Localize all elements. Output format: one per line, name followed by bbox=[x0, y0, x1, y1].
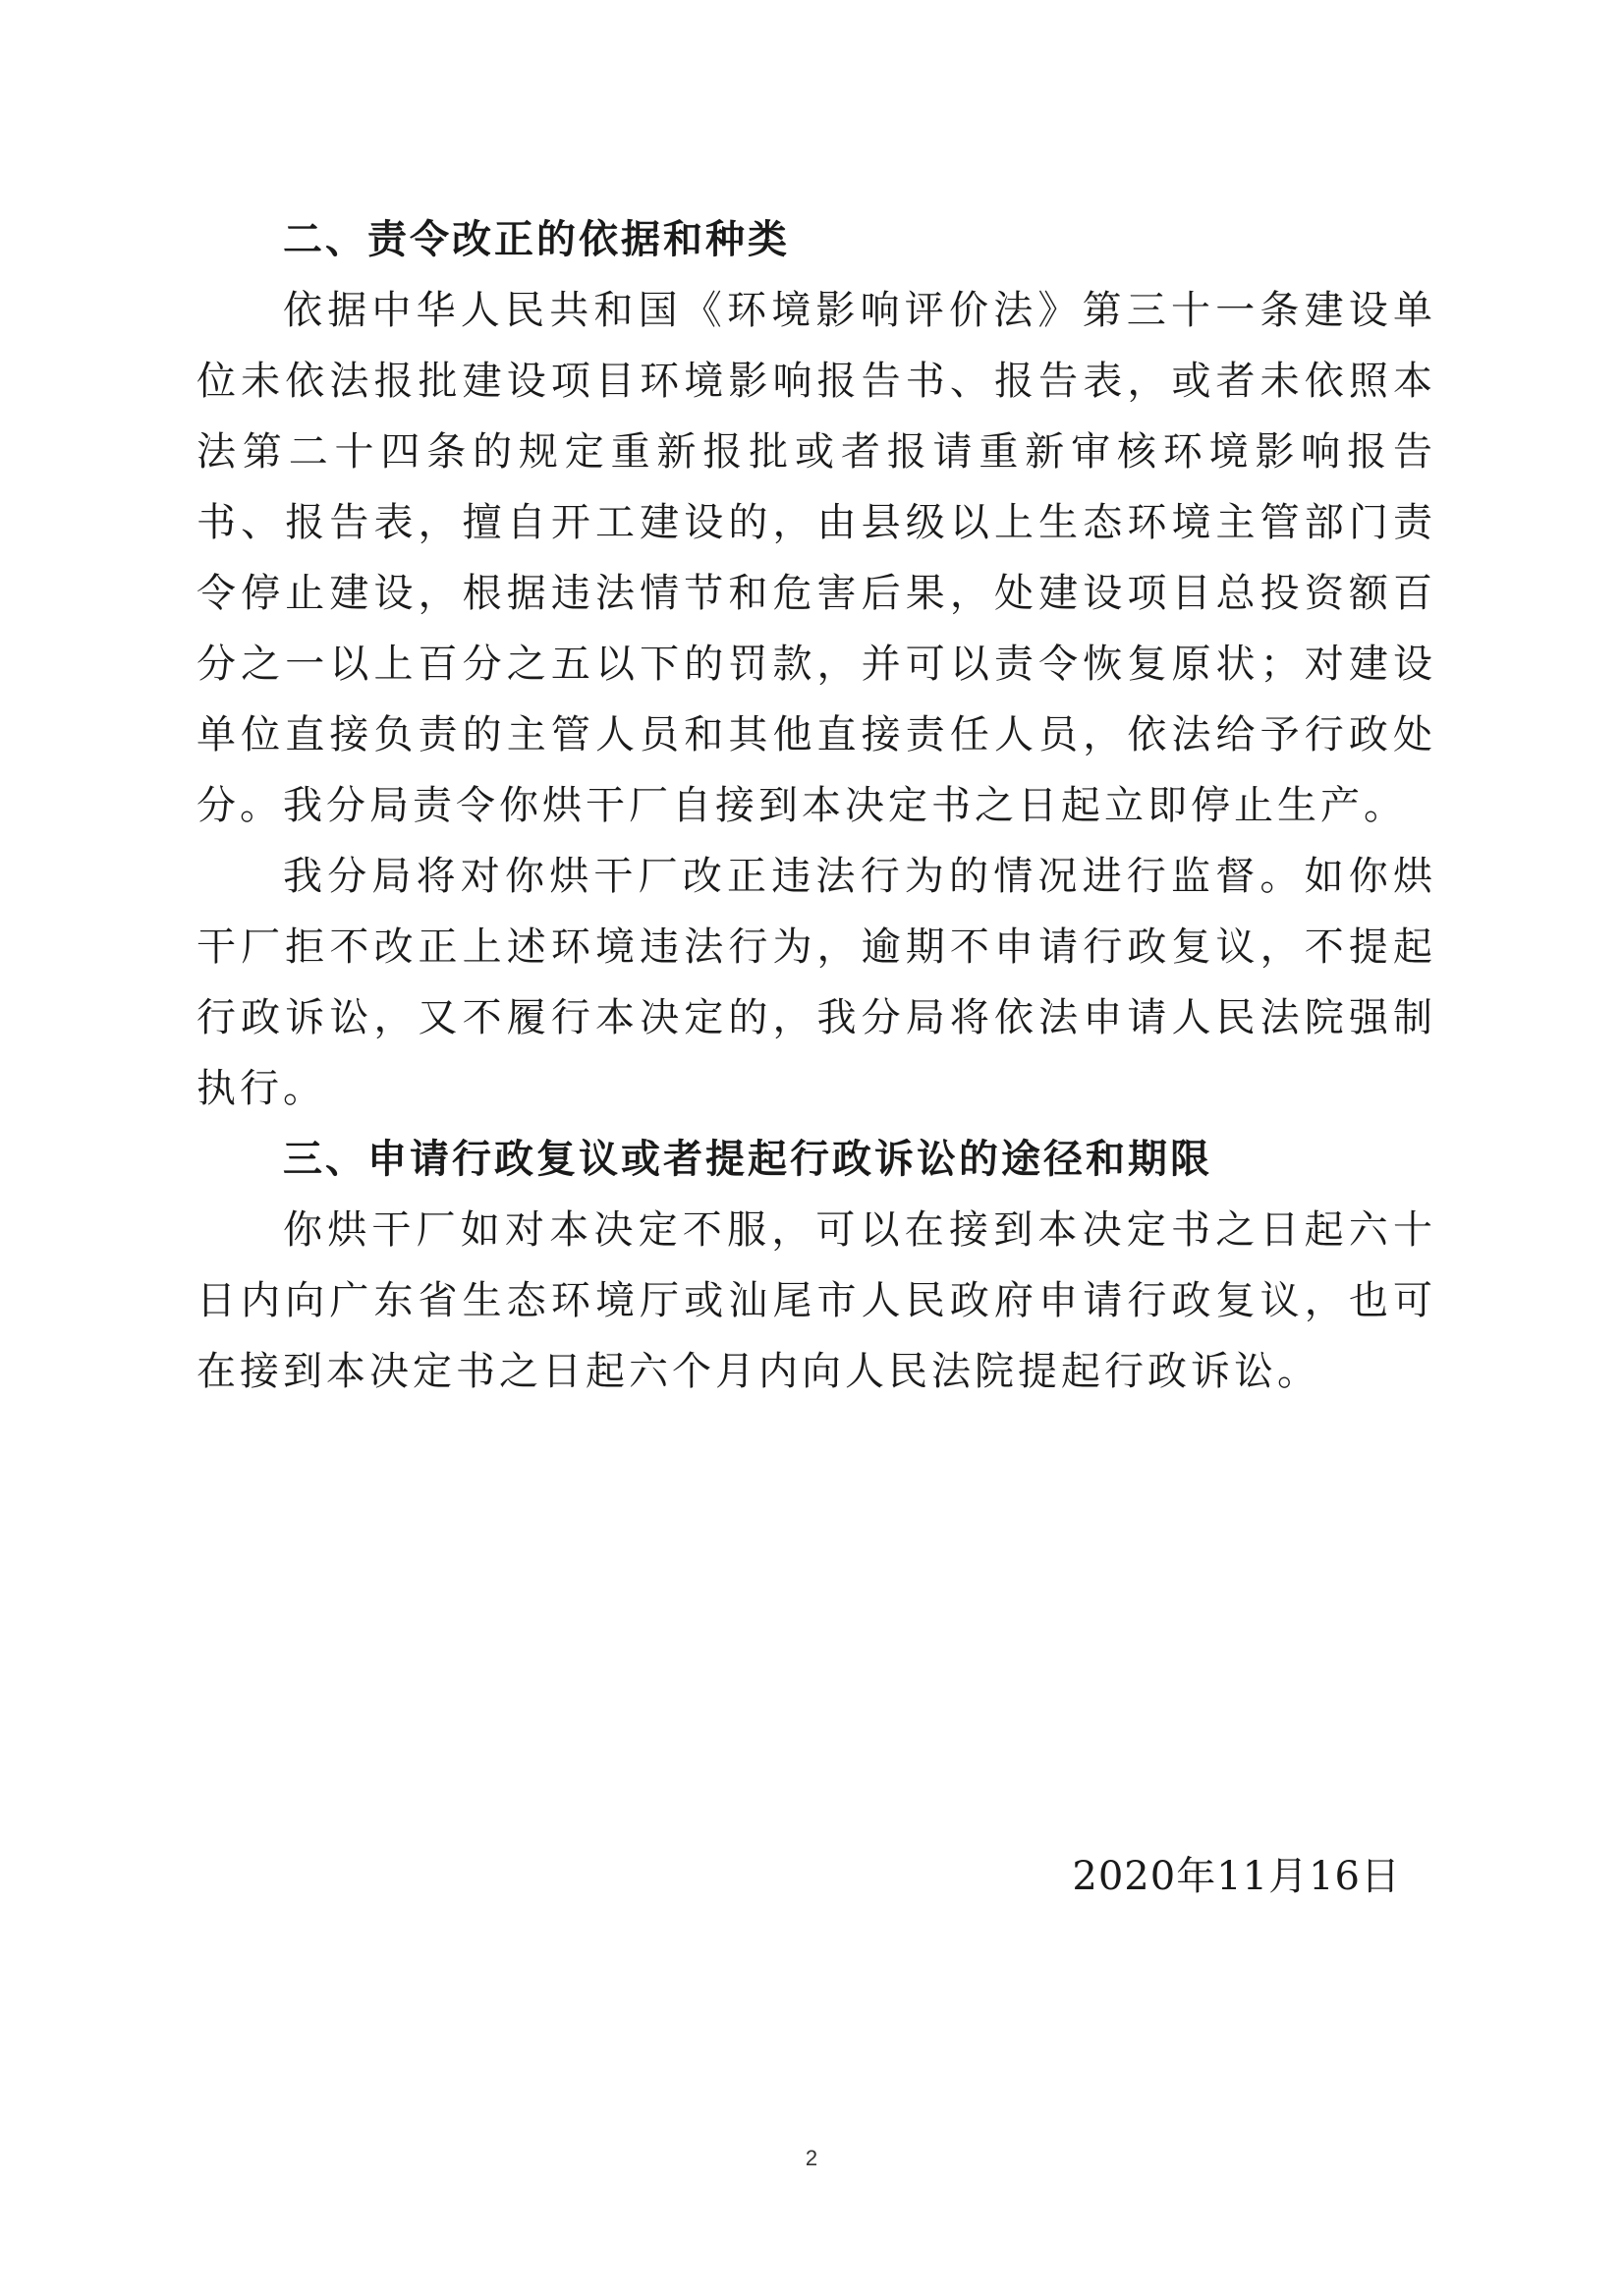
page-number: 2 bbox=[805, 2146, 818, 2170]
paragraph-review-appeal: 你烘干厂如对本决定不服，可以在接到本决定书之日起六十日内向广东省生态环境厅或汕尾市人民政府申请行政复议，也可在接到本决定书之日起六个月内向人民法院提起行政诉讼。 bbox=[196, 1207, 1436, 1394]
document-body bbox=[196, 204, 1436, 1407]
document-date: 2020年11月16日 bbox=[1072, 1854, 1401, 1899]
section-heading-2: 二、责令改正的依据和种类 bbox=[283, 216, 790, 262]
paragraph-legal-basis: 依据中华人民共和国《环境影响评价法》第三十一条建设单位未依法报批建设项目环境影响报告书、报告表，或者未依照本法第二十四条的规定重新报批或者报请重新审核环境影响报告书、报告表，擅自开工建设的，由县级以上生态环境主管部门责令停止建设，根据违法情节和危害后果，处建设项目总投资额百分之一以上百分之五以下的罚款，并可以责令恢复原状；对建设单位直接负责的主管人员和其他直接责任人员，依法给予行政处分。我分局责令你烘干厂自接到本决定书之日起立即停止生产。 bbox=[196, 288, 1436, 828]
section-heading-3: 三、申请行政复议或者提起行政诉讼的途径和期限 bbox=[283, 1136, 1212, 1182]
paragraph-supervision: 我分局将对你烘干厂改正违法行为的情况进行监督。如你烘干厂拒不改正上述环境违法行为，逾期不申请行政复议，不提起行政诉讼，又不履行本决定的，我分局将依法申请人民法院强制执行。 bbox=[196, 854, 1436, 1111]
